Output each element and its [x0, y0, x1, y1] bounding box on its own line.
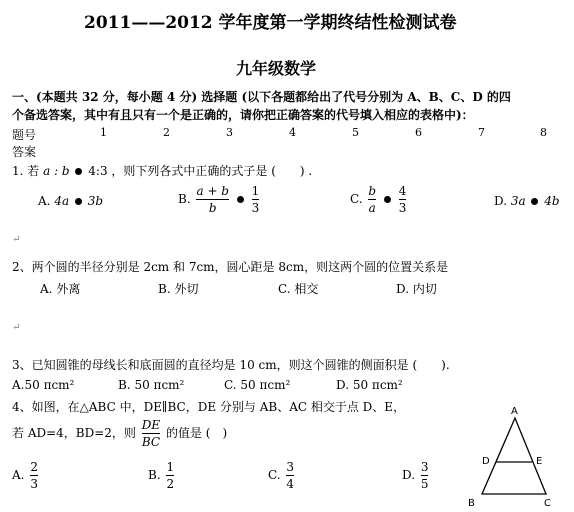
option-label: C. [224, 378, 237, 392]
option-label: B. [178, 192, 191, 206]
fraction-numerator: DE [141, 418, 161, 432]
option-text: 外切 [174, 282, 199, 296]
fraction-denominator: 3 [398, 201, 407, 215]
option-expr: 3a [510, 194, 526, 208]
fraction [30, 460, 38, 491]
q1-option-d [494, 194, 560, 208]
q1-ratio-value: 4:3 [88, 164, 108, 178]
option-expr: 3b [87, 194, 104, 208]
question-2-stem: 2、两个圆的半径分别是 2cm 和 7cm，圆心距是 8cm，则这两个圆的位置关系是 [12, 260, 449, 274]
fraction-numerator: 4 [398, 184, 407, 198]
fraction [252, 184, 260, 215]
answer-table-number: 8 [540, 126, 547, 139]
fraction-numerator: 1 [251, 184, 260, 198]
fraction-numerator: 1 [166, 460, 175, 474]
vertex-label-d: D [482, 456, 490, 467]
answer-table-number: 6 [415, 126, 422, 139]
fraction-numerator: a + b [196, 184, 229, 198]
q3-option-c [224, 378, 290, 392]
exam-title: 2011——2012 学年度第一学期终结性检测试卷 [84, 13, 457, 33]
answer-table-number: 5 [352, 126, 359, 139]
fraction-denominator: 5 [420, 477, 429, 491]
q4-option-b [148, 460, 176, 491]
section-instructions-line2: 个备选答案，其中有且只有一个是正确的，请你把正确答案的代号填入相应的表格中)： [12, 108, 474, 122]
option-label: D. [494, 194, 508, 208]
question-4-stem-line2 [12, 418, 227, 449]
q4-suffix: 的值是 ( ) [165, 426, 228, 440]
option-label: A. [40, 282, 53, 296]
q2-option-d [396, 280, 437, 297]
option-text: 50 πcm² [24, 378, 75, 392]
fraction-numerator: 2 [30, 460, 38, 474]
option-label: D. [402, 468, 416, 482]
fraction [196, 184, 229, 215]
fraction-numerator: 3 [286, 460, 295, 474]
answer-table-question-label: 题号 [12, 128, 37, 142]
option-label: D. [396, 282, 410, 296]
fraction-denominator: 3 [30, 477, 38, 491]
option-text: 相交 [294, 282, 319, 296]
option-label: B. [148, 468, 161, 482]
q3-option-d [336, 378, 403, 392]
option-label: C. [268, 468, 281, 482]
option-text: 外离 [56, 282, 81, 296]
fraction-denominator: BC [141, 435, 161, 449]
option-expr: 4a [54, 194, 70, 208]
fraction-denominator: b [208, 201, 217, 215]
fraction [399, 184, 407, 215]
q1-option-a [38, 194, 103, 208]
answer-table-answer-label: 答案 [12, 145, 37, 159]
fraction-denominator: 2 [166, 477, 175, 491]
option-label: B. [118, 378, 131, 392]
q1-ratio: a : b [43, 164, 70, 178]
paragraph-mark-icon: ↵ [12, 322, 21, 333]
q3-option-a [12, 378, 74, 392]
q3-option-b [118, 378, 184, 392]
option-label: D. [336, 378, 350, 392]
q1-suffix: ，则下列各式中正确的式子是 ( ) . [111, 164, 313, 178]
fraction-numerator: b [368, 184, 377, 198]
option-expr: 4b [544, 194, 560, 208]
equals-dot-icon [237, 196, 244, 203]
option-label: C. [350, 192, 363, 206]
option-text: 50 πcm² [240, 378, 291, 392]
option-label: C. [278, 282, 291, 296]
option-label: A. [38, 194, 51, 208]
q1-option-c [350, 184, 408, 215]
exam-subtitle: 九年级数学 [236, 59, 317, 78]
fraction-denominator: 4 [286, 477, 295, 491]
option-label: A. [12, 378, 25, 392]
equals-dot-icon [384, 196, 391, 203]
question-1-stem [12, 162, 312, 179]
fraction [421, 460, 429, 491]
question-3-stem: 3、已知圆锥的母线长和底面圆的直径均是 10 cm，则这个圆锥的侧面积是 ( ). [12, 358, 450, 372]
equals-dot-icon [531, 198, 538, 205]
option-text: 50 πcm² [134, 378, 185, 392]
q4-prefix: 若 AD=4，BD=2，则 [12, 426, 136, 440]
q4-option-d [402, 460, 430, 491]
q4-option-c [268, 460, 296, 491]
vertex-label-c: C [544, 498, 551, 509]
vertex-label-a: A [511, 406, 518, 417]
section-instructions-line1: 一、(本题共 32 分，每小题 4 分) 选择题 (以下各题都给出了代号分别为 A、B、C、D 的四 [12, 90, 511, 104]
option-label: B. [158, 282, 171, 296]
q2-option-a [40, 280, 80, 297]
fraction-denominator: 3 [251, 201, 260, 215]
q2-option-b [158, 280, 198, 297]
question-4-stem-line1: 4、如图，在△ABC 中，DE∥BC，DE 分别与 AB、AC 相交于点 D、E， [12, 400, 406, 414]
vertex-label-e: E [536, 456, 543, 467]
fraction-numerator: 3 [420, 460, 429, 474]
answer-table-number: 3 [226, 126, 233, 139]
equals-dot-icon [75, 198, 82, 205]
option-text: 50 πcm² [352, 378, 403, 392]
option-label: A. [12, 468, 25, 482]
answer-table-number: 2 [163, 126, 170, 139]
equals-dot-icon [75, 168, 82, 175]
fraction [286, 460, 294, 491]
triangle-diagram [460, 402, 570, 510]
answer-table-number: 4 [289, 126, 296, 139]
option-text: 内切 [412, 282, 437, 296]
answer-table-number: 7 [478, 126, 485, 139]
fraction [368, 184, 376, 215]
paragraph-mark-icon: ↵ [12, 234, 21, 245]
q1-prefix: 1. 若 [12, 164, 40, 178]
vertex-label-b: B [468, 498, 475, 509]
answer-table-number: 1 [100, 126, 107, 139]
q1-option-b [178, 184, 261, 215]
fraction-denominator: a [368, 201, 376, 215]
q4-option-a [12, 460, 40, 491]
fraction [166, 460, 174, 491]
q2-option-c [278, 280, 318, 297]
fraction [142, 418, 160, 449]
